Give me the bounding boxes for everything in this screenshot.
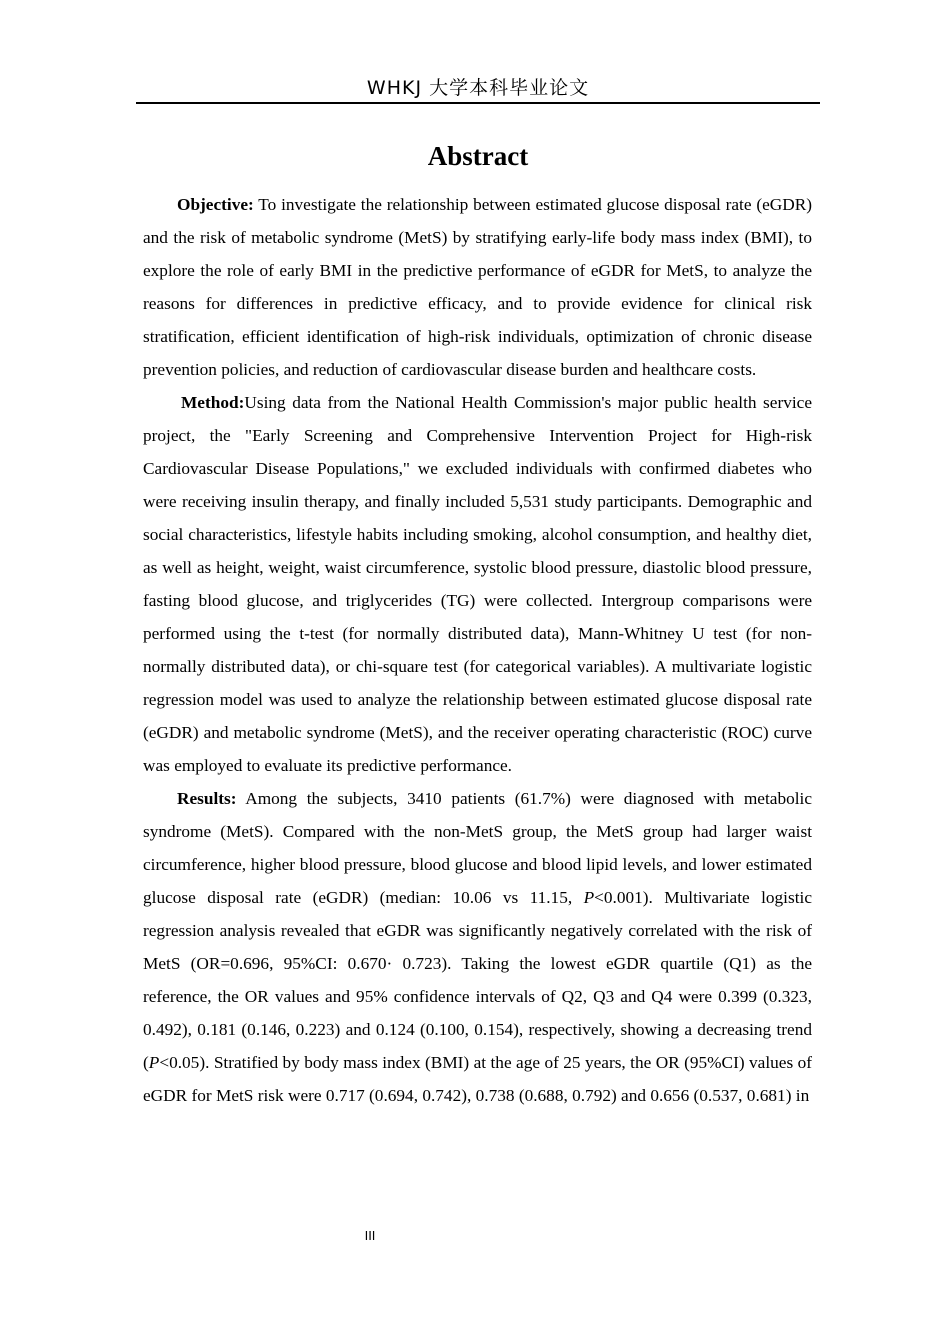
method-label: Method: bbox=[181, 393, 245, 412]
abstract-body bbox=[143, 188, 812, 1112]
results-text-2: <0.001). Multivariate logistic regression analysis revealed that eGDR was significantly negatively correlated with the risk of MetS (OR=0.696, 95%CI: 0.670· 0.723). Taking the lowest eGDR quartile (Q1) as the reference, the OR values and 95% confidence intervals of Q2, Q3 and Q4 were 0.399 (0.323, 0.492), 0.181 (0.146, 0.223) and 0.124 (0.100, 0.154), respectively, showing a decreasing trend ( bbox=[143, 888, 812, 1072]
p-value-symbol-2: P bbox=[148, 1053, 160, 1072]
results-text-1: Among the subjects, 3410 patients (61.7%) were diagnosed with metabolic syndrome (MetS). Compared with the non-MetS group, the MetS group had larger waist circumference, higher blood pressure, blood glucose and blood lipid levels, and lower estimated glucose disposal rate (eGDR) (median: 10.06 vs 11.15, bbox=[143, 789, 812, 907]
objective-paragraph bbox=[143, 188, 812, 386]
objective-label: Objective: bbox=[177, 195, 254, 214]
method-paragraph bbox=[143, 386, 812, 782]
results-paragraph bbox=[143, 782, 812, 1112]
abstract-title: Abstract bbox=[427, 141, 529, 171]
page-number: III bbox=[364, 1228, 376, 1243]
page-header bbox=[136, 74, 820, 104]
results-label: Results: bbox=[177, 789, 237, 808]
header-title: WHKJ 大学本科毕业论文 bbox=[366, 77, 590, 99]
objective-text: To investigate the relationship between estimated glucose disposal rate (eGDR) and the risk of metabolic syndrome (MetS) by stratifying early-life body mass index (BMI), to explore the role of early BMI in the predictive performance of eGDR for MetS, to analyze the reasons for differences in predictive efficacy, and to provide evidence for clinical risk stratification, efficient identification of high-risk individuals, optimization of chronic disease prevention policies, and reduction of cardiovascular disease burden and healthcare costs. bbox=[143, 195, 812, 379]
p-value-symbol-1: P bbox=[583, 888, 595, 907]
results-text-3: <0.05). Stratified by body mass index (BMI) at the age of 25 years, the OR (95%CI) values of eGDR for MetS risk were 0.717 (0.694, 0.742), 0.738 (0.688, 0.792) and 0.656 (0.537, 0.681) in bbox=[143, 1053, 812, 1105]
method-text: Using data from the National Health Commission's major public health service project, the "Early Screening and Comprehensive Intervention Project for High-risk Cardiovascular Disease Populations," we excluded individuals with confirmed diabetes who were receiving insulin therapy, and finally included 5,531 study participants. Demographic and social characteristics, lifestyle habits including smoking, alcohol consumption, and healthy diet, as well as height, weight, waist circumference, systolic blood pressure, diastolic blood pressure, fasting blood glucose, and triglycerides (TG) were collected. Intergroup comparisons were performed using the t-test (for normally distributed data), Mann-Whitney U test (for non-normally distributed data), or chi-square test (for categorical variables). A multivariate logistic regression model was used to analyze the relationship between estimated glucose disposal rate (eGDR) and metabolic syndrome (MetS), and the receiver operating characteristic (ROC) curve was employed to evaluate its predictive performance. bbox=[143, 393, 812, 775]
